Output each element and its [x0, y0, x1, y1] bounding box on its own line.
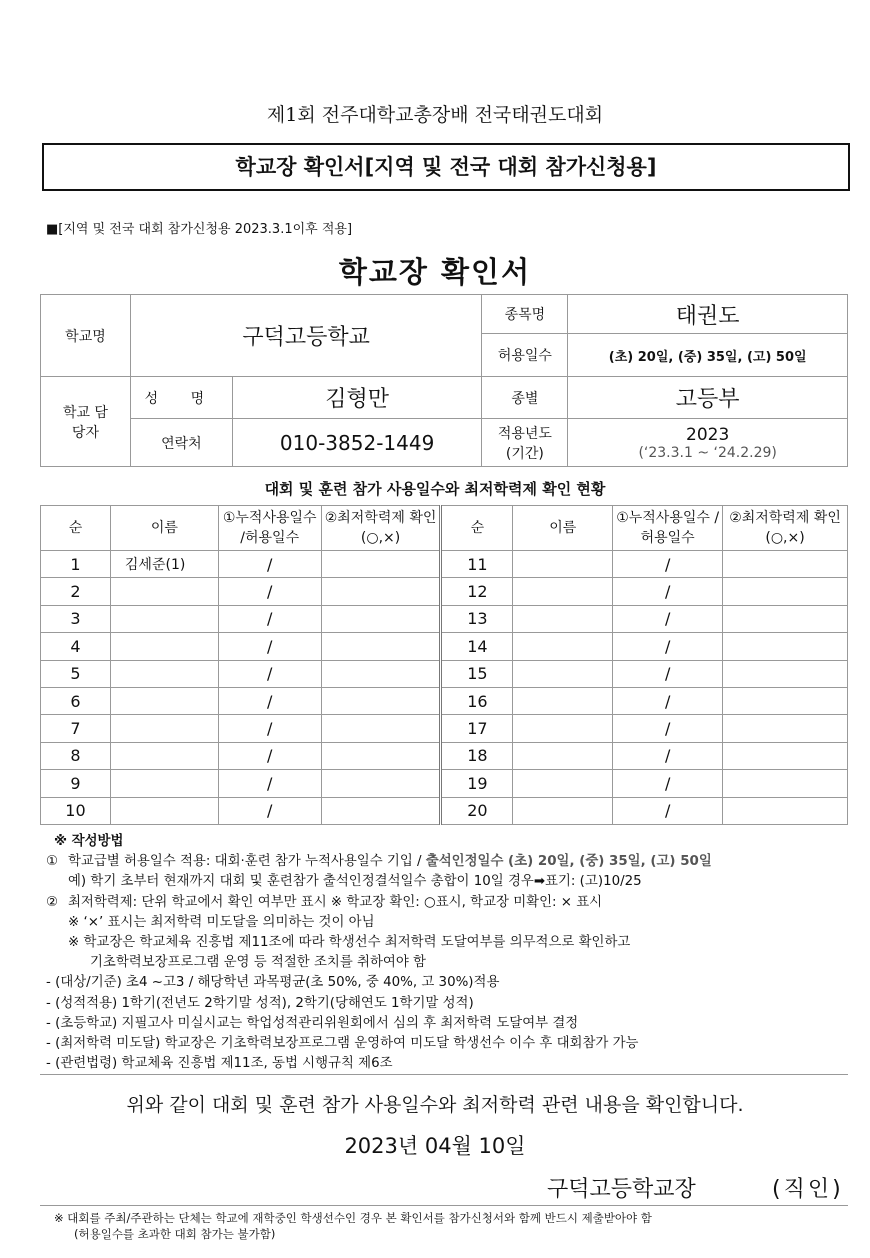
allowed-days-label: 허용일수 — [482, 334, 568, 377]
row-academic-right — [723, 660, 848, 687]
row-academic-left — [321, 797, 441, 824]
header-academic-right: ②최저학력제 확인(○,×) — [723, 506, 848, 551]
row-days-left: / — [218, 605, 321, 632]
info-table — [40, 294, 848, 467]
row-no-right: 17 — [441, 715, 513, 742]
row-academic-right — [723, 742, 848, 769]
sport-value: 태권도 — [568, 295, 848, 334]
row-days-right: / — [613, 687, 723, 714]
row-name-left — [110, 797, 218, 824]
phone-value: 010-3852-1449 — [232, 419, 482, 467]
row-no-left: 10 — [41, 797, 111, 824]
row-name-left — [110, 742, 218, 769]
apply-note: ■[지역 및 전국 대회 참가신청용 2023.3.1이후 적용] — [46, 222, 353, 237]
footnote-line-1: ※ 대회를 주최/주관하는 단체는 학교에 재학중인 학생선수인 경우 본 확인서를 참가신청서와 함께 반드시 제출받아야 함 — [54, 1211, 652, 1225]
row-name-right — [513, 687, 613, 714]
row-academic-right — [723, 715, 848, 742]
table-row — [41, 715, 848, 742]
instructions — [46, 832, 846, 1074]
section-title: 대회 및 훈련 참가 사용일수와 최저학력제 확인 현황 — [264, 480, 606, 498]
table-row — [41, 687, 848, 714]
row-name-left — [110, 578, 218, 605]
row-no-right: 12 — [441, 578, 513, 605]
row-academic-right — [723, 687, 848, 714]
year-label: 적용년도 (기간) — [482, 419, 568, 467]
row-academic-left — [321, 770, 441, 797]
row-name-left: 김세준(1) — [110, 551, 218, 578]
row-name-left — [110, 605, 218, 632]
row-no-right: 20 — [441, 797, 513, 824]
detail-3: - (초등학교) 지필고사 미실시교는 학업성적관리위원회에서 심의 후 최저학력 도달여부 결정 — [46, 1015, 579, 1031]
row-no-left: 3 — [41, 605, 111, 632]
table-row — [41, 742, 848, 769]
divider-bottom — [40, 1205, 848, 1206]
row-no-left: 7 — [41, 715, 111, 742]
instruction-2-sub1: ※ ‘×’ 표시는 최저학력 미도달을 의미하는 것이 아님 — [68, 914, 375, 930]
table-row — [41, 660, 848, 687]
category-label: 종별 — [482, 377, 568, 419]
row-days-left: / — [218, 551, 321, 578]
category-value: 고등부 — [568, 377, 848, 419]
row-no-left: 6 — [41, 687, 111, 714]
name-value: 김형만 — [232, 377, 482, 419]
detail-5: - (관련법령) 학교체육 진흥법 제11조, 동법 시행규칙 제6조 — [46, 1056, 393, 1072]
instructions-heading: ※ 작성방법 — [54, 834, 124, 849]
row-name-right — [513, 797, 613, 824]
row-days-left: / — [218, 797, 321, 824]
row-academic-right — [723, 551, 848, 578]
header-no-right: 순 — [441, 506, 513, 551]
instruction-1-highlight: 출석인정일수 (초) 20일, (중) 35일, (고) 50일 — [425, 854, 712, 870]
row-name-left — [110, 687, 218, 714]
row-no-right: 11 — [441, 551, 513, 578]
row-days-right: / — [613, 660, 723, 687]
row-academic-right — [723, 605, 848, 632]
row-name-left — [110, 633, 218, 660]
main-title: 학교장 확인서 — [338, 255, 532, 289]
row-no-right: 14 — [441, 633, 513, 660]
table-row — [41, 551, 848, 578]
row-no-right: 16 — [441, 687, 513, 714]
document-date: 2023년 04월 10일 — [344, 1134, 526, 1158]
contact-label: 학교 담당자 — [41, 377, 131, 467]
row-name-left — [110, 715, 218, 742]
row-academic-right — [723, 633, 848, 660]
row-no-left: 4 — [41, 633, 111, 660]
row-days-right: / — [613, 551, 723, 578]
header-days-right: ①누적사용일수 /허용일수 — [613, 506, 723, 551]
row-days-right: / — [613, 633, 723, 660]
instruction-1-example: 예) 학기 초부터 현재까지 대회 및 훈련참가 출석인정결석일수 총합이 10일 경우➡표기: (고)10/25 — [68, 874, 642, 890]
row-no-right: 19 — [441, 770, 513, 797]
header-days-left: ①누적사용일수 /허용일수 — [218, 506, 321, 551]
row-days-left: / — [218, 633, 321, 660]
row-name-left — [110, 770, 218, 797]
row-days-right: / — [613, 578, 723, 605]
allowed-days-value: (초) 20일, (중) 35일, (고) 50일 — [568, 334, 848, 377]
divider — [40, 1074, 848, 1075]
row-days-left: / — [218, 660, 321, 687]
event-title: 제1회 전주대학교총장배 전국태권도대회 — [266, 104, 604, 126]
row-days-left: / — [218, 742, 321, 769]
row-days-left: / — [218, 715, 321, 742]
header-name-right: 이름 — [513, 506, 613, 551]
row-no-right: 13 — [441, 605, 513, 632]
row-name-right — [513, 770, 613, 797]
row-academic-left — [321, 660, 441, 687]
row-days-right: / — [613, 742, 723, 769]
name-label: 성 명 — [130, 377, 232, 419]
row-no-left: 8 — [41, 742, 111, 769]
school-value: 구덕고등학교 — [130, 295, 482, 377]
year-period: (‘23.3.1 ~ ‘24.2.29) — [638, 444, 777, 461]
row-no-right: 18 — [441, 742, 513, 769]
row-name-right — [513, 715, 613, 742]
instruction-2-sub3: 기초학력보장프로그램 운영 등 적절한 조치를 취하여야 함 — [90, 955, 426, 971]
sport-label: 종목명 — [482, 295, 568, 334]
row-academic-left — [321, 715, 441, 742]
row-days-left: / — [218, 578, 321, 605]
detail-2: - (성적적용) 1학기(전년도 2학기말 성적), 2학기(당해연도 1학기말 성적) — [46, 995, 474, 1011]
row-days-left: / — [218, 770, 321, 797]
confirm-statement: 위와 같이 대회 및 훈련 참가 사용일수와 최저학력 관련 내용을 확인합니다. — [126, 1094, 744, 1116]
row-academic-left — [321, 578, 441, 605]
seal-mark: (직인) — [772, 1177, 844, 1202]
row-name-left — [110, 660, 218, 687]
row-name-right — [513, 633, 613, 660]
header-no-left: 순 — [41, 506, 111, 551]
row-no-left: 9 — [41, 770, 111, 797]
row-academic-left — [321, 633, 441, 660]
row-no-left: 5 — [41, 660, 111, 687]
footnote — [54, 1210, 854, 1242]
instruction-1: ① 학교급별 허용일수 적용: 대회·훈련 참가 누적사용일수 기입 / 출석인정일수 (초) 20일, (중) 35일, (고) 50일 — [46, 854, 712, 870]
table-row — [41, 797, 848, 824]
detail-4: - (최저학력 미도달) 학교장은 기초학력보장프로그램 운영하여 미도달 학생선수 이수 후 대회참가 가능 — [46, 1036, 639, 1052]
row-academic-right — [723, 578, 848, 605]
row-days-right: / — [613, 605, 723, 632]
row-academic-left — [321, 551, 441, 578]
row-days-right: / — [613, 797, 723, 824]
row-days-right: / — [613, 715, 723, 742]
row-academic-left — [321, 742, 441, 769]
row-no-right: 15 — [441, 660, 513, 687]
row-academic-right — [723, 770, 848, 797]
table-row — [41, 605, 848, 632]
year-cell — [568, 419, 848, 467]
year-value: 2023 — [686, 424, 730, 445]
table-row — [41, 578, 848, 605]
school-label: 학교명 — [41, 295, 131, 377]
table-row — [41, 633, 848, 660]
footnote-line-2: (허용일수를 초과한 대회 참가는 불가함) — [74, 1227, 276, 1241]
row-name-right — [513, 605, 613, 632]
row-academic-left — [321, 605, 441, 632]
row-no-left: 1 — [41, 551, 111, 578]
participant-table — [40, 505, 848, 825]
phone-label: 연락처 — [130, 419, 232, 467]
header-academic-left: ②최저학력제 확인(○,×) — [321, 506, 441, 551]
row-academic-right — [723, 797, 848, 824]
row-days-left: / — [218, 687, 321, 714]
instruction-2-sub2: ※ 학교장은 학교체육 진흥법 제11조에 따라 학생선수 최저학력 도달여부를 의무적으로 확인하고 — [68, 935, 631, 951]
table-row — [41, 770, 848, 797]
row-name-right — [513, 578, 613, 605]
row-academic-left — [321, 687, 441, 714]
row-no-left: 2 — [41, 578, 111, 605]
row-days-right: / — [613, 770, 723, 797]
header-name-left: 이름 — [110, 506, 218, 551]
detail-1: - (대상/기준) 초4 ~고3 / 해당학년 과목평균(초 50%, 중 40%, 고 30%)적용 — [46, 975, 500, 991]
row-name-right — [513, 742, 613, 769]
row-name-right — [513, 660, 613, 687]
instruction-2: ② 최저학력제: 단위 학교에서 확인 여부만 표시 ※ 학교장 확인: ○표시, 학교장 미확인: × 표시 — [46, 894, 603, 910]
row-name-right — [513, 551, 613, 578]
document-title: 학교장 확인서[지역 및 전국 대회 참가신청용] — [42, 143, 850, 191]
signer: 구덕고등학교장 — [547, 1177, 696, 1202]
